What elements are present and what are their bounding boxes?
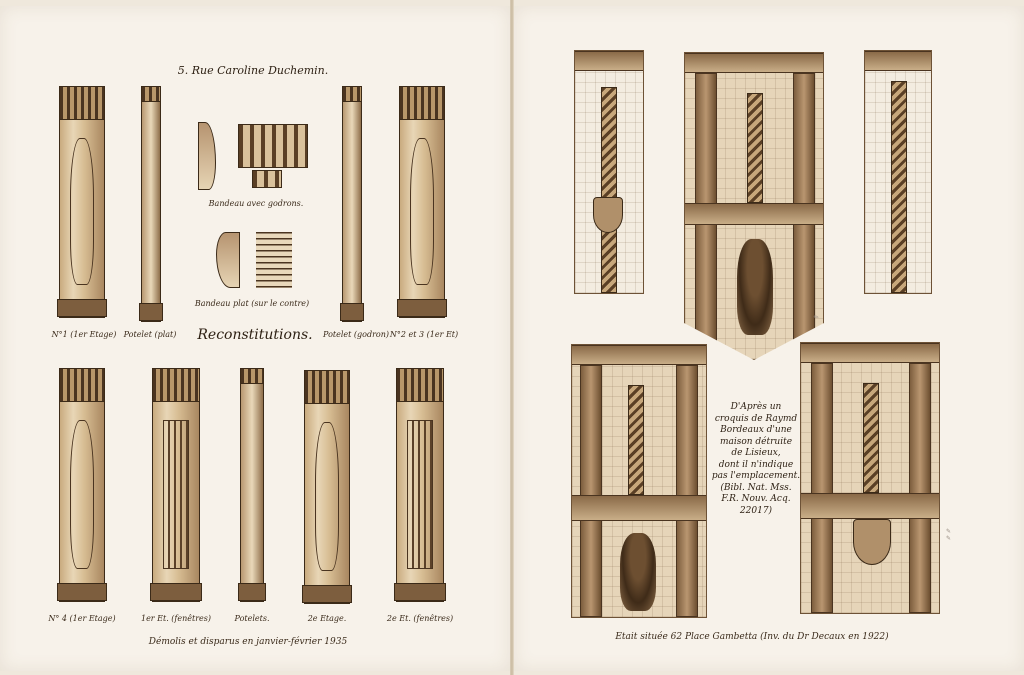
- potelets-drawing: [240, 368, 264, 602]
- source-note-line: dont il n'indique: [718, 459, 794, 470]
- potelet-godron-drawing: [342, 86, 362, 322]
- pillar-no2-3-drawing: [399, 86, 445, 318]
- second-floor-windows-pillar-drawing: [396, 368, 444, 602]
- pencil-annotation: ✎ ✎: [946, 528, 952, 542]
- caption-potelet-plat: Potelet (plat): [123, 330, 177, 339]
- caption-no2-3: N°2 et 3 (1er Et): [389, 330, 459, 339]
- caption-potelet-godron: Potelet (godron): [323, 330, 389, 339]
- source-note-line: D'Après un: [730, 402, 782, 412]
- caption-second-floor: 2e Etage.: [307, 614, 347, 623]
- second-floor-pillar-drawing: [304, 370, 350, 604]
- pillar-no4-drawing: [59, 368, 105, 602]
- timber-post-right-drawing: [864, 50, 932, 294]
- left-footer: Démolis et disparus en janvier-février 1935: [148, 637, 348, 647]
- bandeau-godrons-detail: [252, 170, 282, 188]
- potelet-plat-drawing: [141, 86, 161, 322]
- caption-first-floor-windows: 1er Et. (fenêtres): [140, 614, 212, 623]
- timber-frame-figure-drawing: [684, 52, 824, 360]
- first-floor-windows-pillar-drawing: [152, 368, 200, 602]
- pencil-mark: ✎: [812, 313, 821, 322]
- reconstitutions-heading: Reconstitutions.: [197, 327, 313, 343]
- source-note-line: croquis de Raymd: [714, 413, 798, 424]
- timber-frame-shield-drawing: [800, 342, 940, 614]
- source-note-line: F.R. Nouv. Acq. 22017): [721, 494, 791, 516]
- bandeau-godrons-molding: [238, 124, 308, 168]
- caption-no1: N°1 (1er Etage): [51, 330, 117, 339]
- caption-second-floor-windows: 2e Et. (fenêtres): [386, 614, 454, 623]
- timber-post-left-drawing: [574, 50, 644, 294]
- left-heading: 5. Rue Caroline Duchemin.: [177, 64, 329, 77]
- caption-no4: N° 4 (1er Etage): [48, 614, 116, 623]
- right-footer: Etait située 62 Place Gambetta (Inv. du Dr Decaux en 1922): [615, 632, 889, 642]
- source-note-line: Bordeaux d'une: [720, 425, 792, 435]
- timber-frame-kneeling-figure-drawing: [571, 344, 707, 618]
- bandeau-plat-lines: [256, 232, 292, 288]
- bandeau-godrons-label: Bandeau avec godrons.: [208, 199, 304, 208]
- source-note-line: maison détruite: [719, 436, 793, 447]
- source-note-line: de Lisieux,: [731, 448, 781, 458]
- source-note: [710, 402, 802, 517]
- pillar-no1-drawing: [59, 86, 105, 318]
- caption-potelets: Potelets.: [234, 614, 270, 623]
- source-note-line: pas l'emplacement.: [711, 471, 801, 481]
- source-note-line: (Bibl. Nat. Mss.: [720, 482, 792, 493]
- bandeau-plat-label: Bandeau plat (sur le contre): [194, 299, 310, 308]
